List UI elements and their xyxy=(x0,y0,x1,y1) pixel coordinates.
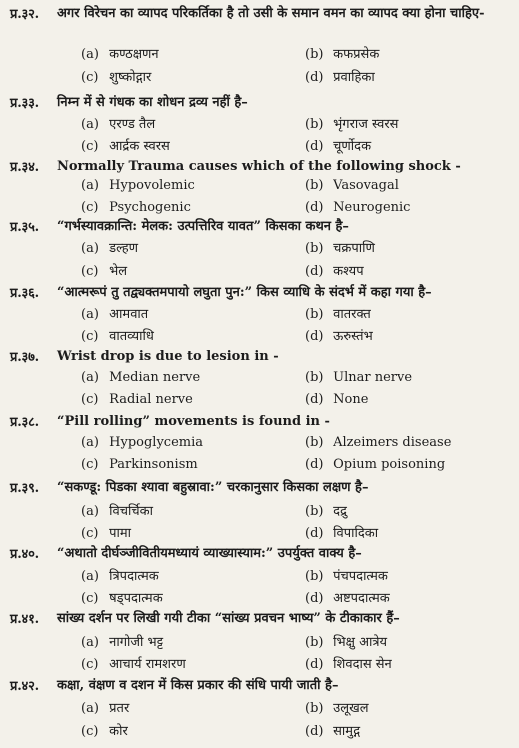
answer-option xyxy=(81,523,131,541)
answer-option xyxy=(305,501,347,519)
option-label: (d) xyxy=(305,657,324,672)
answer-option xyxy=(305,392,368,407)
option-text: Psychogenic xyxy=(109,200,191,215)
option-label: (d) xyxy=(305,139,324,154)
answer-option xyxy=(81,632,163,650)
answer-option xyxy=(81,178,195,193)
option-text: Vasovagal xyxy=(333,178,399,193)
option-label: (a) xyxy=(81,370,99,385)
option-label: (b) xyxy=(305,635,324,650)
option-text: प्रतर xyxy=(109,701,130,716)
option-label: (d) xyxy=(305,526,324,541)
answer-option xyxy=(305,238,375,256)
option-text: विपादिका xyxy=(333,526,379,541)
option-label: (a) xyxy=(81,701,99,716)
option-text: चक्रपाणि xyxy=(333,241,375,256)
option-label: (c) xyxy=(81,329,99,344)
question-text: कक्षा, वंक्षण व दशन में किस प्रकार की संधि पायी जाती है– xyxy=(57,678,339,693)
option-label: (d) xyxy=(305,70,324,85)
answer-option xyxy=(305,136,371,154)
option-text: उलूखल xyxy=(333,701,369,716)
answer-option xyxy=(81,457,198,472)
answer-option xyxy=(81,435,203,450)
option-text: Radial nerve xyxy=(109,392,193,407)
option-label: (d) xyxy=(305,200,324,215)
question-text: सांख्य दर्शन पर लिखी गयी टीका “सांख्य प्रवचन भाष्य” के टीकाकार हैं– xyxy=(57,611,400,626)
question-number: प्र.४२. xyxy=(10,679,39,694)
option-label: (d) xyxy=(305,329,324,344)
option-label: (b) xyxy=(305,47,324,62)
option-text: वातव्याधि xyxy=(109,329,154,344)
answer-option xyxy=(81,200,191,215)
option-label: (c) xyxy=(81,526,99,541)
answer-option xyxy=(81,566,159,584)
question-text: “Pill rolling” movements is found in - xyxy=(57,414,330,429)
option-text: Parkinsonism xyxy=(109,457,198,472)
option-text: Opium poisoning xyxy=(333,457,446,472)
option-label: (b) xyxy=(305,117,324,132)
option-label: (d) xyxy=(305,392,324,407)
question-text: “सकण्डू: पिडका श्यावा बहुस्रावा:” चरकानुसार किसका लक्षण है– xyxy=(57,480,369,495)
answer-option xyxy=(305,326,373,344)
option-text: ऊरुस्तंभ xyxy=(333,329,373,344)
answer-option xyxy=(81,238,138,256)
option-text: आचार्य रामशरण xyxy=(109,657,186,672)
option-text: नागोजी भट्ट xyxy=(109,635,164,650)
question-number: प्र.३६. xyxy=(10,286,39,301)
option-text: कश्यप xyxy=(333,264,364,279)
option-label: (a) xyxy=(81,435,99,450)
answer-option xyxy=(305,200,410,215)
question-text: “गर्भस्यावक्रान्ति: मेलक: उत्पत्तिरिव यावत” किसका कथन है– xyxy=(57,219,349,234)
question-number: प्र.४१. xyxy=(10,612,39,627)
option-text: Median nerve xyxy=(109,370,201,385)
option-label: (a) xyxy=(81,117,99,132)
option-text: कोर xyxy=(109,724,128,739)
answer-option xyxy=(305,632,387,650)
option-label: (b) xyxy=(305,241,324,256)
question-number: प्र.३८. xyxy=(10,415,39,430)
option-label: (c) xyxy=(81,724,99,739)
answer-option xyxy=(305,304,371,322)
answer-option xyxy=(81,136,170,154)
option-label: (c) xyxy=(81,200,99,215)
option-text: विचर्चिका xyxy=(109,504,153,519)
answer-option xyxy=(81,392,193,407)
answer-option xyxy=(81,304,148,322)
question-text: निम्न में से गंधक का शोधन द्रव्य नहीं है– xyxy=(57,95,248,110)
option-label: (a) xyxy=(81,47,99,62)
question-text: “अथातो दीर्घञ्जीवितीयमध्यायं व्याख्यास्याम:” उपर्युक्त वाक्य है– xyxy=(57,546,362,561)
question-number: प्र.३७. xyxy=(10,350,39,365)
answer-option xyxy=(305,114,398,132)
option-text: पामा xyxy=(109,526,132,541)
question-number: प्र.३२. xyxy=(10,7,39,22)
option-text: अष्टपदात्मक xyxy=(333,591,390,606)
answer-option xyxy=(305,370,412,385)
option-label: (a) xyxy=(81,635,99,650)
option-text: डल्हण xyxy=(109,241,139,256)
answer-option xyxy=(305,523,378,541)
option-label: (b) xyxy=(305,435,324,450)
option-label: (b) xyxy=(305,504,324,519)
answer-option xyxy=(81,114,155,132)
option-label: (c) xyxy=(81,70,99,85)
option-text: पंचपदात्मक xyxy=(333,569,388,584)
answer-option xyxy=(81,588,163,606)
answer-option xyxy=(305,178,399,193)
answer-option xyxy=(81,326,154,344)
answer-option xyxy=(305,261,364,279)
answer-option xyxy=(81,501,153,519)
option-text: सामुद्ग xyxy=(333,724,360,739)
option-label: (c) xyxy=(81,657,99,672)
option-label: (a) xyxy=(81,504,99,519)
option-text: भिक्षु आत्रेय xyxy=(333,635,388,650)
option-label: (c) xyxy=(81,457,99,472)
answer-option xyxy=(305,435,451,450)
option-text: आमवात xyxy=(109,307,149,322)
option-label: (b) xyxy=(305,307,324,322)
option-label: (b) xyxy=(305,370,324,385)
answer-option xyxy=(81,67,151,85)
option-label: (d) xyxy=(305,724,324,739)
option-label: (b) xyxy=(305,178,324,193)
option-text: शुष्कोद्गार xyxy=(109,70,152,85)
option-text: प्रवाहिका xyxy=(333,70,375,85)
option-label: (a) xyxy=(81,241,99,256)
question-number: प्र.३३. xyxy=(10,96,39,111)
option-label: (c) xyxy=(81,264,99,279)
option-label: (c) xyxy=(81,392,99,407)
question-text: अगर विरेचन का व्यापद परिकर्तिका है तो उसी के समान वमन का व्यापद क्या होना चाहिए- xyxy=(57,6,485,21)
option-text: वातरक्त xyxy=(333,307,371,322)
answer-option xyxy=(305,721,360,739)
option-text: एरण्ड तैल xyxy=(109,117,156,132)
answer-option xyxy=(81,44,159,62)
answer-option xyxy=(81,654,186,672)
answer-option xyxy=(305,67,375,85)
option-text: भेल xyxy=(109,264,128,279)
option-label: (b) xyxy=(305,701,324,716)
option-label: (c) xyxy=(81,139,99,154)
answer-option xyxy=(305,44,379,62)
question-number: प्र.४०. xyxy=(10,547,39,562)
question-number: प्र.३४. xyxy=(10,160,39,175)
option-text: Alzeimers disease xyxy=(333,435,452,450)
option-label: (d) xyxy=(305,264,324,279)
answer-option xyxy=(81,370,200,385)
answer-option xyxy=(81,261,127,279)
option-text: Ulnar nerve xyxy=(333,370,413,385)
option-text: Neurogenic xyxy=(333,200,411,215)
answer-option xyxy=(305,698,369,716)
option-label: (c) xyxy=(81,591,99,606)
option-text: चूर्णोदक xyxy=(333,139,372,154)
option-text: षड्पदात्मक xyxy=(109,591,163,606)
question-text: Normally Trauma causes which of the following shock - xyxy=(57,159,461,174)
option-label: (a) xyxy=(81,307,99,322)
answer-option xyxy=(305,566,388,584)
answer-option xyxy=(305,457,445,472)
option-text: None xyxy=(333,392,369,407)
question-number: प्र.३९. xyxy=(10,481,39,496)
answer-option xyxy=(305,654,392,672)
option-text: भृंगराज स्वरस xyxy=(333,117,399,132)
option-text: शिवदास सेन xyxy=(333,657,392,672)
option-text: आर्द्रक स्वरस xyxy=(109,139,170,154)
answer-option xyxy=(305,588,390,606)
answer-option xyxy=(81,721,128,739)
option-text: त्रिपदात्मक xyxy=(109,569,159,584)
question-number: प्र.३५. xyxy=(10,220,39,235)
option-label: (a) xyxy=(81,178,99,193)
option-text: कण्ठक्षणन xyxy=(109,47,159,62)
question-text: “आत्मरूपं तु तद्व्यक्तमपायो लघुता पुन:” किस व्याधि के संदर्भ में कहा गया है– xyxy=(57,285,432,300)
answer-option xyxy=(81,698,129,716)
question-text: Wrist drop is due to lesion in - xyxy=(57,349,279,364)
option-text: दद्रु xyxy=(333,504,347,519)
option-label: (d) xyxy=(305,591,324,606)
option-label: (d) xyxy=(305,457,324,472)
option-text: Hypoglycemia xyxy=(109,435,204,450)
option-label: (a) xyxy=(81,569,99,584)
option-text: कफप्रसेक xyxy=(333,47,380,62)
option-text: Hypovolemic xyxy=(109,178,195,193)
option-label: (b) xyxy=(305,569,324,584)
